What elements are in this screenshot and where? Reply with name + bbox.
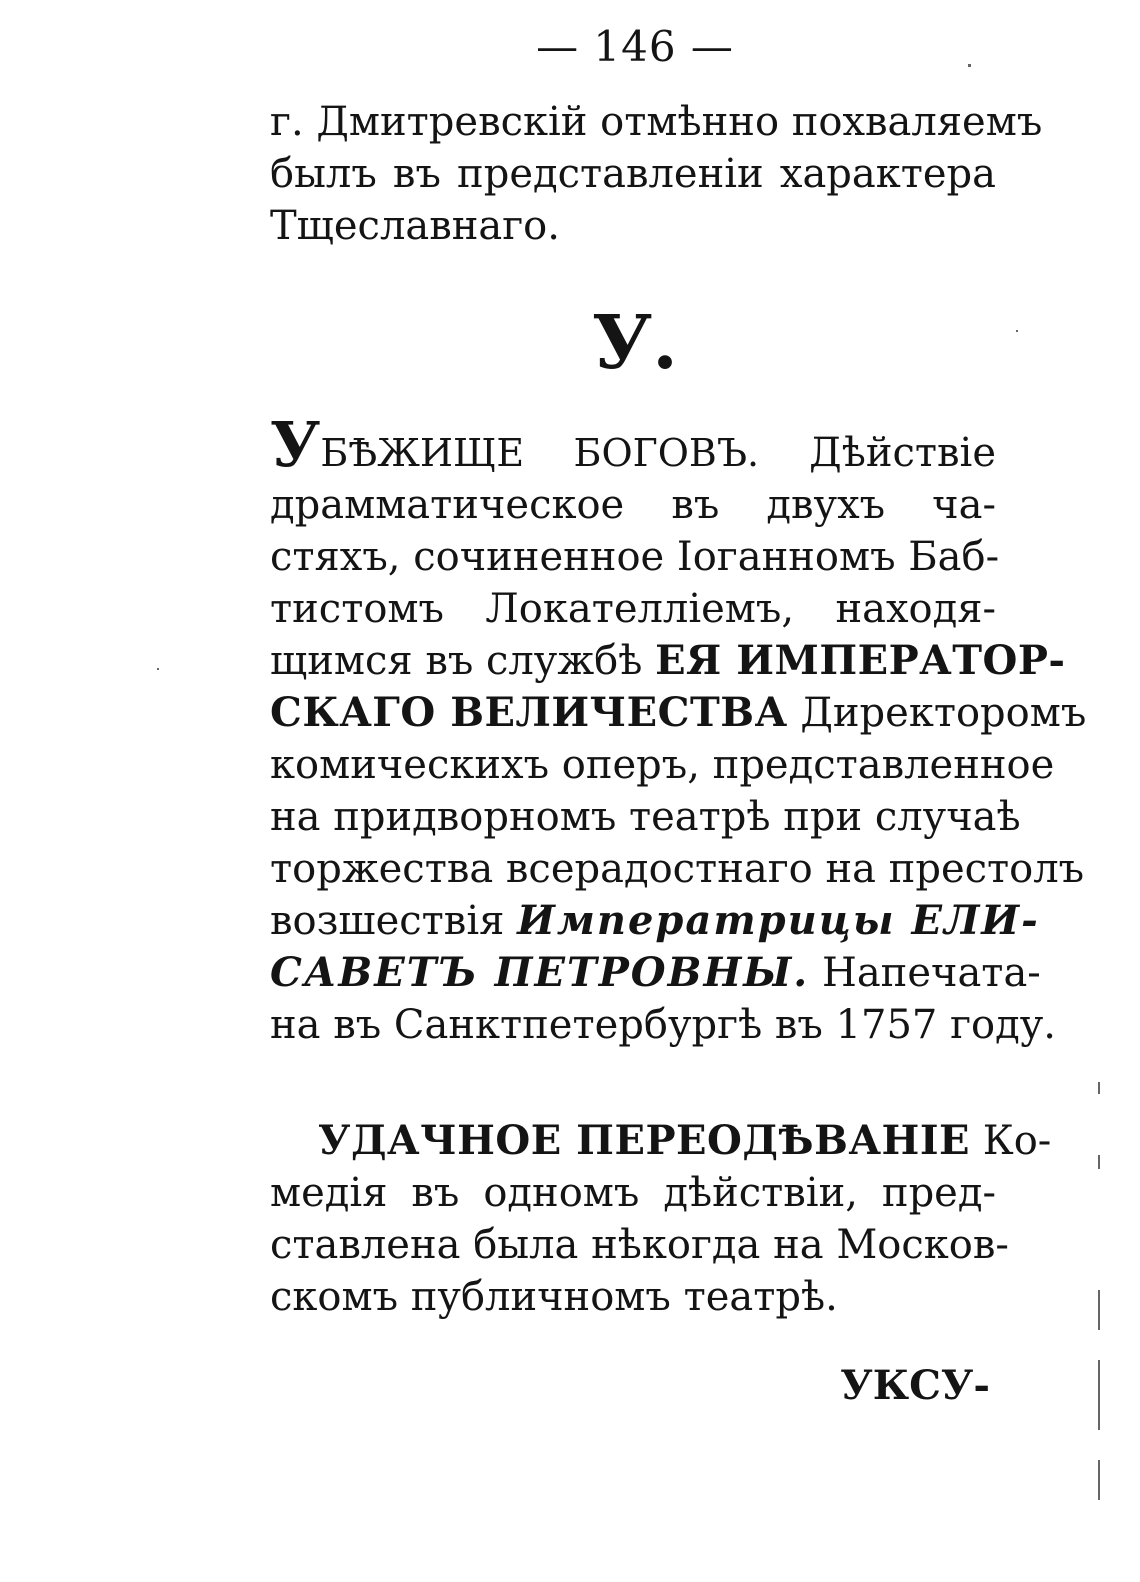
scan-speck	[1098, 1290, 1100, 1330]
entry-initial: У	[270, 408, 321, 481]
entry-title: УДАЧНОЕ ПЕРЕОДѢВАНІЕ	[318, 1117, 971, 1164]
text-line: комическихъ оперъ, представленное	[270, 742, 1055, 788]
text-line: на придворномъ театрѣ при случаѣ	[270, 794, 1021, 840]
catchword: УКСУ-	[840, 1362, 990, 1409]
text-line: торжества всерадостнаго на престолъ	[270, 846, 1085, 892]
text-line: ставлена была нѣкогда на Москов-	[270, 1222, 1009, 1268]
entry-heading-line	[270, 1115, 1052, 1167]
text-run: Директоромъ	[800, 690, 1087, 736]
scan-speck	[1098, 1155, 1100, 1169]
text-line: драмматическое въ двухъ ча-	[270, 482, 996, 528]
scan-speck	[1098, 1460, 1100, 1500]
page-number: — 146 —	[536, 22, 734, 71]
scan-speck	[1098, 1360, 1100, 1430]
scan-speck	[1098, 1082, 1100, 1094]
text-line: былъ въ представленіи характера	[270, 151, 996, 197]
entry-title: БѢЖИЩЕ БОГОВЪ.	[320, 431, 760, 475]
text-line: стяхъ, сочиненное Іоганномъ Баб-	[270, 534, 1000, 580]
scan-speck	[157, 668, 159, 670]
text-line: Тщеславнаго.	[270, 203, 560, 249]
section-letter-heading: У.	[592, 300, 678, 386]
caps-run: ЕЯ ИМПЕРАТОР-	[655, 637, 1066, 684]
text-line	[270, 687, 1087, 739]
text-run: возшествія	[270, 898, 505, 944]
italic-run: Императрицы ЕЛИ-	[517, 897, 1040, 944]
text-line: г. Дмитревскій отмѣнно похваляемъ	[270, 99, 1043, 145]
entry-udachnoe-pereodevanie	[270, 1115, 1052, 1323]
text-line	[270, 895, 1040, 947]
scan-speck	[968, 64, 971, 67]
entry-text: Ко-	[982, 1118, 1052, 1164]
entry-ubezhishche-bogov	[270, 408, 1087, 1051]
entry-text: Дѣйствіе	[809, 430, 996, 476]
text-line: скомъ публичномъ театрѣ.	[270, 1274, 838, 1320]
text-line: медія въ одномъ дѣйствіи, пред-	[270, 1170, 996, 1216]
text-run: щимся въ службѣ	[270, 638, 643, 684]
italic-run: САВЕТЪ ПЕТРОВНЫ.	[270, 949, 810, 996]
entry-heading-line	[270, 408, 996, 481]
text-line: на въ Санктпетербургѣ въ 1757 году.	[270, 1002, 1057, 1048]
text-line	[270, 947, 1041, 999]
caps-run: СКАГО ВЕЛИЧЕСТВА	[270, 689, 788, 736]
text-run: Напечата-	[821, 950, 1041, 996]
entry-continuation	[270, 96, 1043, 252]
scan-speck	[1016, 330, 1018, 332]
text-line: тистомъ Локателліемъ, находя-	[270, 586, 996, 632]
text-line	[270, 635, 1066, 687]
